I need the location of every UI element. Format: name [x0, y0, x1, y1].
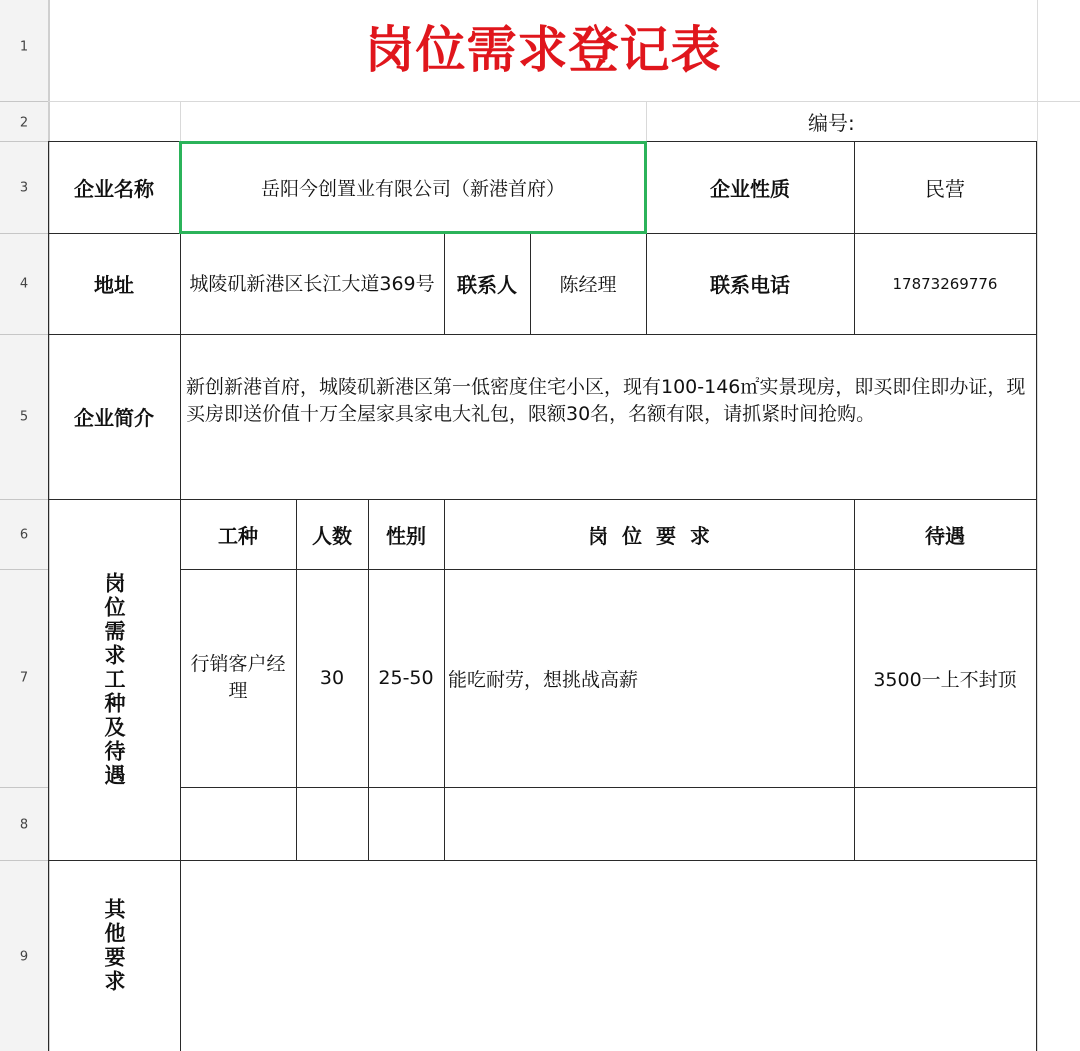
row-number-3[interactable]: 3 [19, 180, 29, 196]
contact-label[interactable]: 联系人 [457, 273, 517, 297]
address-label[interactable]: 地址 [94, 273, 134, 297]
empty-job-cell[interactable] [296, 787, 368, 860]
job-section-label[interactable]: 岗位需求工种及待遇 [102, 571, 126, 788]
company-nature-label[interactable]: 企业性质 [710, 176, 790, 201]
row-header-divider [0, 860, 48, 861]
row-header-divider [0, 233, 48, 234]
job-header-type[interactable]: 工种 [218, 523, 258, 548]
row-number-2[interactable]: 2 [19, 115, 29, 131]
row-number-4[interactable]: 4 [19, 276, 29, 292]
row-number-7[interactable]: 7 [19, 670, 29, 686]
gridline [180, 101, 181, 141]
row-number-8[interactable]: 8 [19, 817, 29, 833]
job-header-requirements[interactable]: 岗 位 要 求 [588, 523, 710, 548]
sheet-title[interactable]: 岗位需求登记表 [364, 21, 722, 79]
company-name-value[interactable]: 岳阳今创置业有限公司（新港首府） [260, 177, 565, 200]
row-header-divider [0, 334, 48, 335]
phone-value[interactable]: 17873269776 [892, 274, 998, 293]
selected-cell-highlight [179, 141, 647, 234]
intro-label[interactable]: 企业简介 [74, 406, 154, 430]
job-header-pay[interactable]: 待遇 [925, 523, 965, 548]
row-number-1[interactable]: 1 [19, 39, 29, 55]
other-requirements-value[interactable] [180, 860, 1036, 1051]
job-pay-value[interactable]: 3500一上不封顶 [873, 668, 1017, 691]
contact-value[interactable]: 陈经理 [559, 274, 617, 296]
gridline [1037, 0, 1038, 1051]
empty-job-cell[interactable] [180, 787, 296, 860]
other-requirements-label[interactable]: 其他要求 [102, 897, 126, 994]
empty-job-cell[interactable] [854, 787, 1036, 860]
table-border [1036, 141, 1037, 1051]
row-header-strip [0, 0, 50, 1051]
job-header-count[interactable]: 人数 [312, 523, 352, 548]
row-header-divider [0, 787, 48, 788]
job-type-value[interactable]: 行销客户经理 [190, 653, 286, 702]
empty-job-cell[interactable] [368, 787, 444, 860]
empty-job-cell[interactable] [444, 787, 854, 860]
job-gender-value[interactable]: 25-50 [378, 667, 434, 689]
job-header-gender[interactable]: 性别 [386, 523, 426, 548]
row-header-divider [0, 141, 48, 142]
row-header-divider [0, 569, 48, 570]
row-header-divider [0, 101, 48, 102]
company-nature-value[interactable]: 民营 [925, 176, 965, 201]
row-header-divider [0, 499, 48, 500]
company-name-label[interactable]: 企业名称 [74, 176, 154, 201]
serial-number-label[interactable]: 编号: [808, 110, 855, 135]
job-count-value[interactable]: 30 [319, 667, 345, 689]
row-number-6[interactable]: 6 [19, 527, 29, 543]
phone-label[interactable]: 联系电话 [710, 273, 790, 297]
row-number-9[interactable]: 9 [19, 949, 29, 965]
row-number-5[interactable]: 5 [19, 409, 29, 425]
job-requirements-value[interactable]: 能吃耐劳，想挑战高薪 [448, 668, 639, 691]
address-value[interactable]: 城陵矶新港区长江大道369号 [189, 272, 435, 295]
intro-text[interactable]: 新创新港首府，城陵矶新港区第一低密度住宅小区，现有100-146㎡实景现房，即买即住即办证，现买房即送价值十万全屋家具家电大礼包，限额30名，名额有限，请抓紧时间抢购。 [186, 376, 1026, 425]
